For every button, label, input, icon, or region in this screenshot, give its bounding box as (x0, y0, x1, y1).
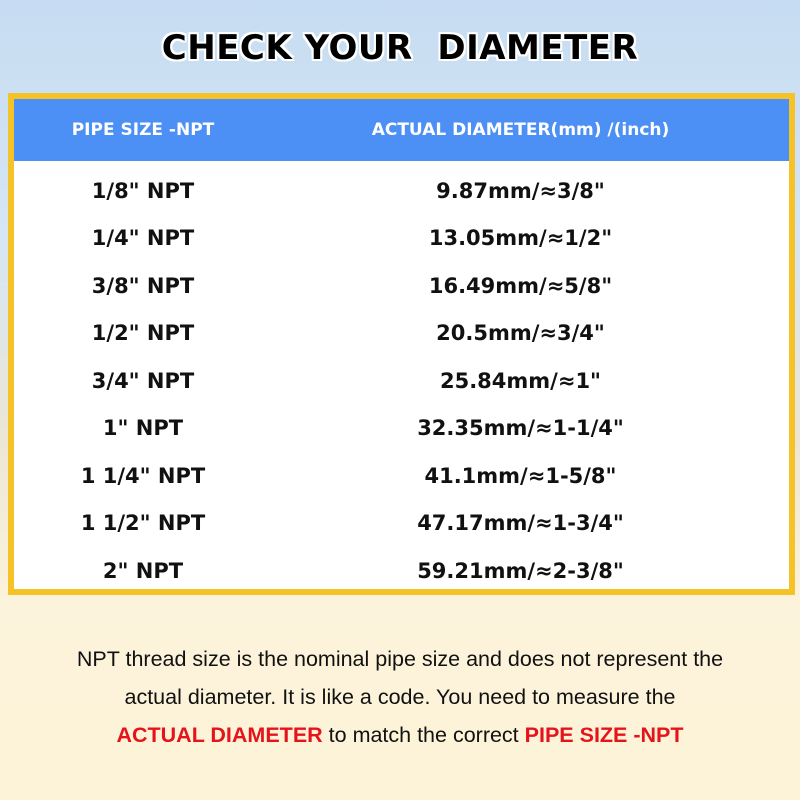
table-row (14, 547, 789, 595)
pipe-size-cell: 1 1/4" NPT (80, 463, 206, 488)
table-row (14, 167, 789, 215)
pipe-size-cell: 3/4" NPT (91, 368, 195, 393)
pipe-size-cell: 1/2" NPT (91, 321, 195, 346)
note-line-3 (0, 716, 800, 754)
diameter-cell: 13.05mm/≈1/2" (428, 226, 613, 251)
pipe-size-cell: 3/8" NPT (91, 273, 195, 298)
npt-explanation-note (0, 640, 800, 754)
table-row (14, 310, 789, 358)
diameter-cell: 59.21mm/≈2-3/8" (417, 558, 624, 583)
table-row (14, 262, 789, 310)
table-row (14, 452, 789, 500)
diameter-cell: 47.17mm/≈1-3/4" (417, 511, 624, 536)
page-title: CHECK YOUR DIAMETER (161, 28, 639, 68)
diameter-cell: 9.87mm/≈3/8" (436, 178, 605, 203)
table-row (14, 215, 789, 263)
pipe-size-cell: 1" NPT (102, 416, 184, 441)
pipe-size-cell: 2" NPT (102, 558, 184, 583)
table-row (14, 500, 789, 548)
header-actual-diameter: ACTUAL DIAMETER(mm) /(inch) (371, 120, 670, 140)
table-row (14, 405, 789, 453)
diameter-table (8, 93, 795, 595)
note-line-1: NPT thread size is the nominal pipe size and does not represent the (76, 647, 724, 671)
highlight-pipe-size: PIPE SIZE -NPT (524, 723, 684, 747)
table-header (14, 99, 789, 161)
diameter-cell: 32.35mm/≈1-1/4" (417, 416, 624, 441)
diameter-cell: 41.1mm/≈1-5/8" (424, 463, 617, 488)
table-row (14, 357, 789, 405)
highlight-actual-diameter: ACTUAL DIAMETER (116, 723, 323, 747)
diameter-cell: 20.5mm/≈3/4" (436, 321, 605, 346)
header-pipe-size: PIPE SIZE -NPT (71, 120, 215, 140)
note-line-2: actual diameter. It is like a code. You need to measure the (124, 685, 676, 709)
table-body (14, 161, 789, 595)
pipe-size-cell: 1/8" NPT (91, 178, 195, 203)
pipe-size-cell: 1/4" NPT (91, 226, 195, 251)
diameter-cell: 25.84mm/≈1" (439, 368, 601, 393)
note-middle-text: to match the correct (322, 723, 525, 747)
pipe-size-cell: 1 1/2" NPT (80, 511, 206, 536)
diameter-cell: 16.49mm/≈5/8" (428, 273, 613, 298)
